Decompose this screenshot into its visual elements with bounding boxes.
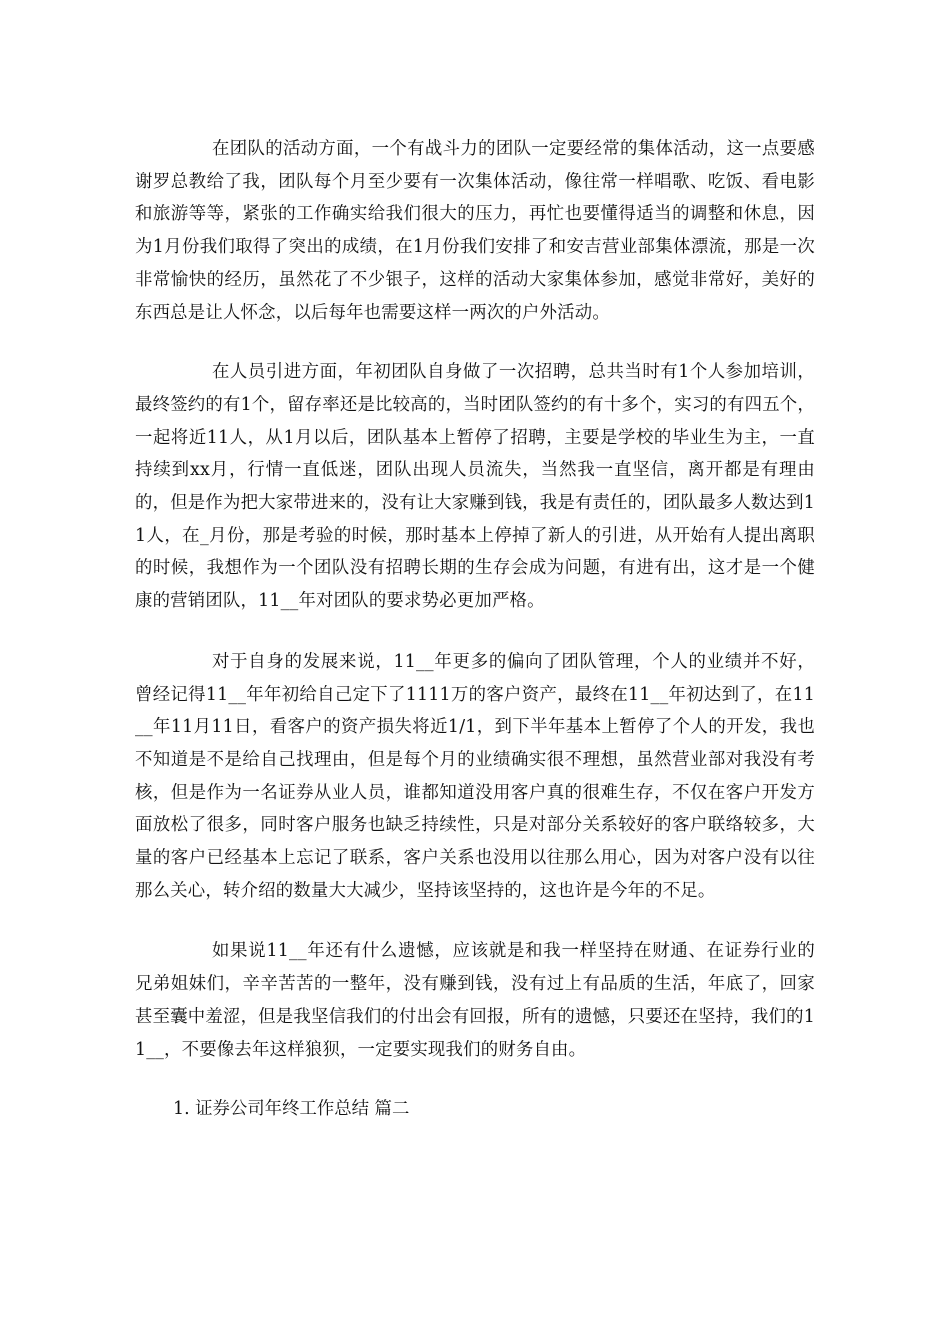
paragraph-recruitment: 在人员引进方面，年初团队自身做了一次招聘，总共当时有1个人参加培训，最终签约的有1个，留存率还是比较高的，当时团队签约的有十多个，实习的有四五个，一起将近11人，从1月以后，团队基本上暂停了招聘，主要是学校的毕业生为主，一直持续到xx月，行情一直低迷，团队出现人员流失，当然我一直坚信，离开都是有理由的，但是作为把大家带进来的，没有让大家赚到钱，我是有责任的，团队最多人数达到11人，在_月份，那是考验的时候，那时基本上停掉了新人的引进，从开始有人提出离职的时候，我想作为一个团队没有招聘长期的生存会成为问题，有进有出，这才是一个健康的营销团队，11__年对团队的要求势必更加严格。 [135, 362, 815, 612]
document-page [135, 133, 815, 1126]
section-heading: 1. 证券公司年终工作总结 篇二 [173, 1099, 410, 1120]
paragraph-regrets: 如果说11__年还有什么遗憾，应该就是和我一样坚持在财通、在证券行业的兄弟姐妹们，辛辛苦苦的一整年，没有赚到钱，没有过上有品质的生活，年底了，回家甚至囊中羞涩，但是我坚信我们的付出会有回报，所有的遗憾，只要还在坚持，我们的11__，不要像去年这样狼狈，一定要实现我们的财务自由。 [135, 941, 815, 1060]
paragraph-team-activities: 在团队的活动方面，一个有战斗力的团队一定要经常的集体活动，这一点要感谢罗总教给了我，团队每个月至少要有一次集体活动，像往常一样唱歌、吃饭、看电影和旅游等等，紧张的工作确实给我们很大的压力，再忙也要懂得适当的调整和休息，因为1月份我们取得了突出的成绩，在1月份我们安排了和安吉营业部集体漂流，那是一次非常愉快的经历，虽然花了不少银子，这样的活动大家集体参加，感觉非常好，美好的东西总是让人怀念，以后每年也需要这样一两次的户外活动。 [135, 139, 815, 323]
paragraph-self-development: 对于自身的发展来说，11__年更多的偏向了团队管理，个人的业绩并不好，曾经记得11__年年初给自己定下了1111万的客户资产，最终在11__年初达到了，在11__年11月11日，看客户的资产损失将近1/1，到下半年基本上暂停了个人的开发，我也不知道是不是给自己找理由，但是每个月的业绩确实很不理想，虽然营业部对我没有考核，但是作为一名证券从业人员，谁都知道没用客户真的很难生存，不仅在客户开发方面放松了很多，同时客户服务也缺乏持续性，只是对部分关系较好的客户联络较多，大量的客户已经基本上忘记了联系，客户关系也没用以往那么用心，因为对客户没有以往那么关心，转介绍的数量大大减少，坚持该坚持的，这也许是今年的不足。 [135, 651, 815, 901]
